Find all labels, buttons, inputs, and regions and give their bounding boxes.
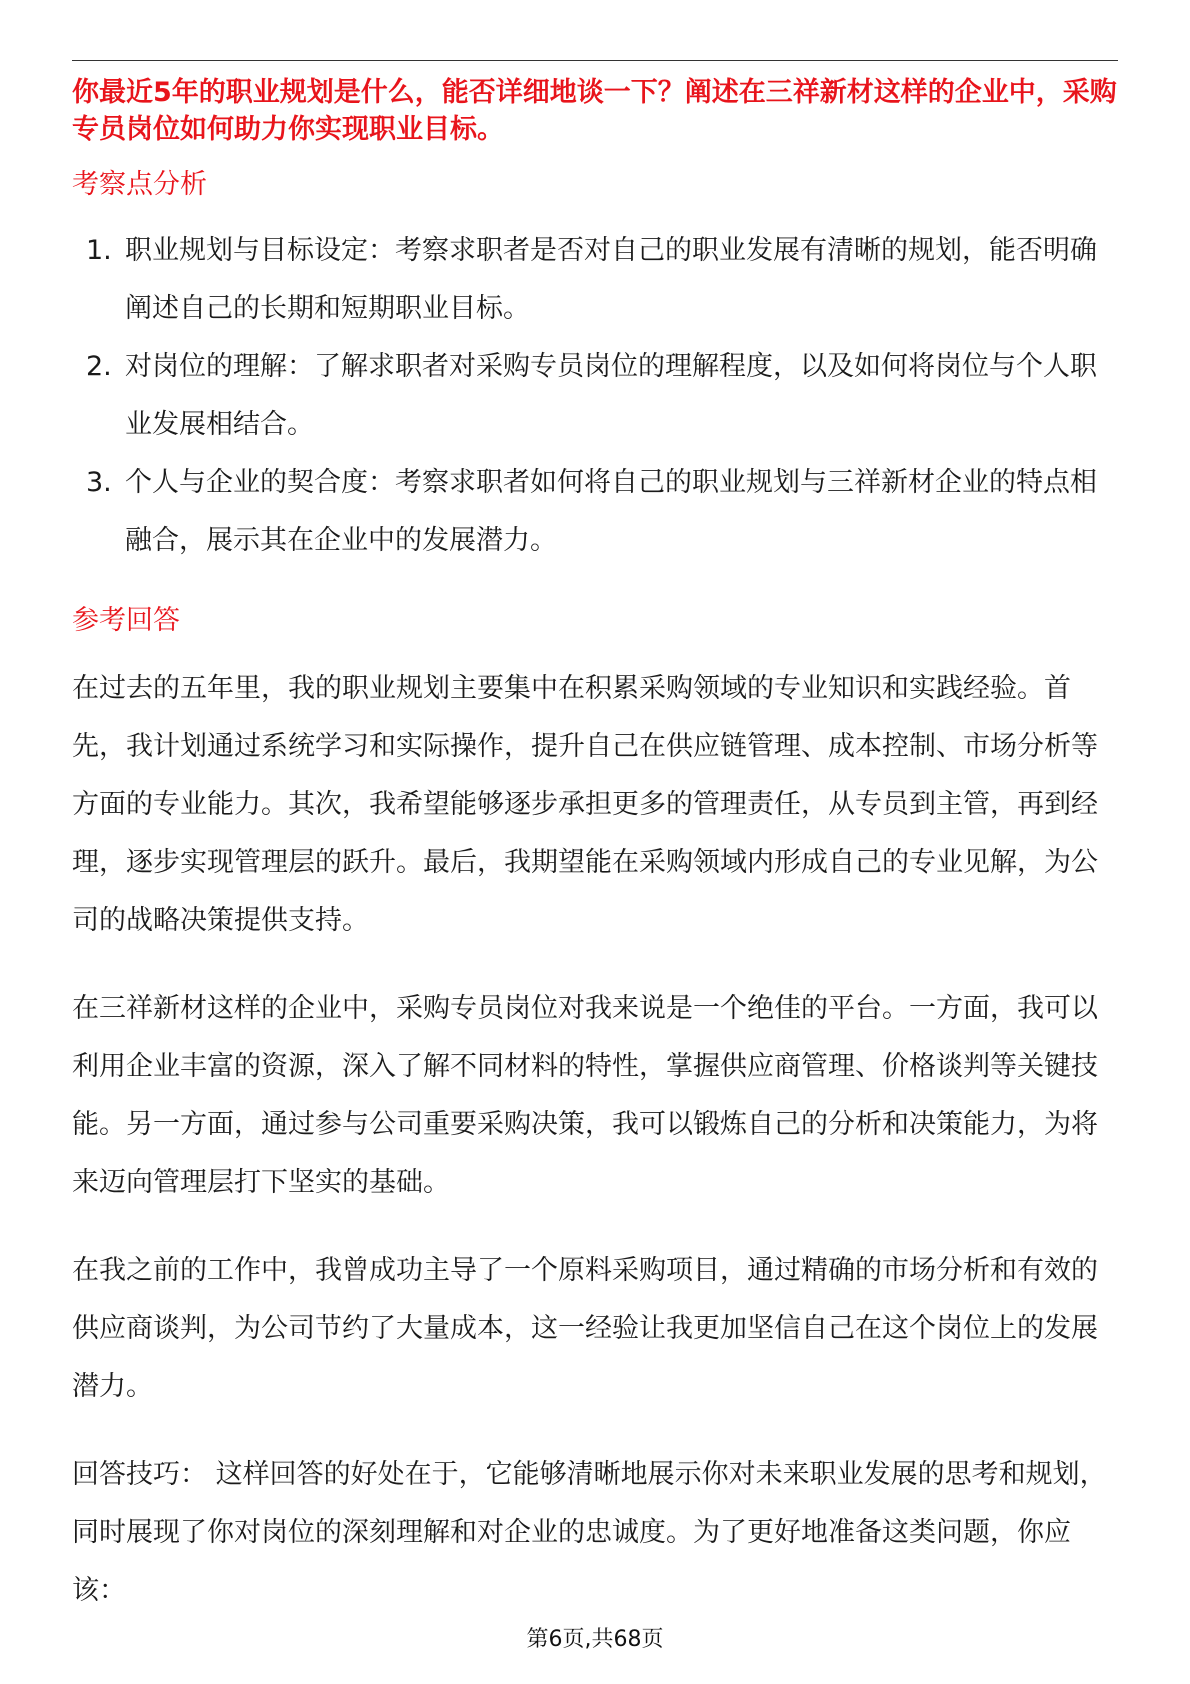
analysis-section-title: 考察点分析 — [72, 169, 207, 200]
page-content — [72, 74, 1118, 1620]
point-number: 2. — [86, 351, 112, 382]
analysis-point — [72, 454, 1118, 570]
analysis-point — [72, 222, 1118, 338]
point-text: 对岗位的理解：了解求职者对采购专员岗位的理解程度，以及如何将岗位与个人职业发展相结合。 — [125, 351, 1097, 440]
page-number: 第6页,共68页 — [526, 1627, 664, 1652]
answer-paragraph: 在我之前的工作中，我曾成功主导了一个原料采购项目，通过精确的市场分析和有效的供应商谈判，为公司节约了大量成本，这一经验让我更加坚信自己在这个岗位上的发展潜力。 — [72, 1255, 1098, 1402]
answer-tip-paragraph: 回答技巧： 这样回答的好处在于，它能够清晰地展示你对未来职业发展的思考和规划，同时展现了你对岗位的深刻理解和对企业的忠诚度。为了更好地准备这类问题，你应该： — [72, 1459, 1107, 1606]
question-heading: 你最近5年的职业规划是什么，能否详细地谈一下？阐述在三祥新材这样的企业中，采购专员岗位如何助力你实现职业目标。 — [72, 77, 1117, 145]
analysis-point — [72, 338, 1118, 454]
point-number: 3. — [86, 467, 112, 498]
answer-paragraph: 在三祥新材这样的企业中，采购专员岗位对我来说是一个绝佳的平台。一方面，我可以利用企业丰富的资源，深入了解不同材料的特性，掌握供应商管理、价格谈判等关键技能。另一方面，通过参与公司重要采购决策，我可以锻炼自己的分析和决策能力，为将来迈向管理层打下坚实的基础。 — [72, 993, 1098, 1198]
point-number: 1. — [86, 235, 112, 266]
header-rule — [72, 60, 1118, 61]
point-text: 个人与企业的契合度：考察求职者如何将自己的职业规划与三祥新材企业的特点相融合，展示其在企业中的发展潜力。 — [125, 467, 1097, 556]
analysis-list — [72, 222, 1118, 570]
answer-paragraph: 在过去的五年里，我的职业规划主要集中在积累采购领域的专业知识和实践经验。首先，我计划通过系统学习和实际操作，提升自己在供应链管理、成本控制、市场分析等方面的专业能力。其次，我希望能够逐步承担更多的管理责任，从专员到主管，再到经理，逐步实现管理层的跃升。最后，我期望能在采购领域内形成自己的专业见解，为公司的战略决策提供支持。 — [72, 673, 1098, 936]
point-text: 职业规划与目标设定：考察求职者是否对自己的职业发展有清晰的规划，能否明确阐述自己的长期和短期职业目标。 — [125, 235, 1097, 324]
answer-section-title: 参考回答 — [72, 605, 180, 636]
